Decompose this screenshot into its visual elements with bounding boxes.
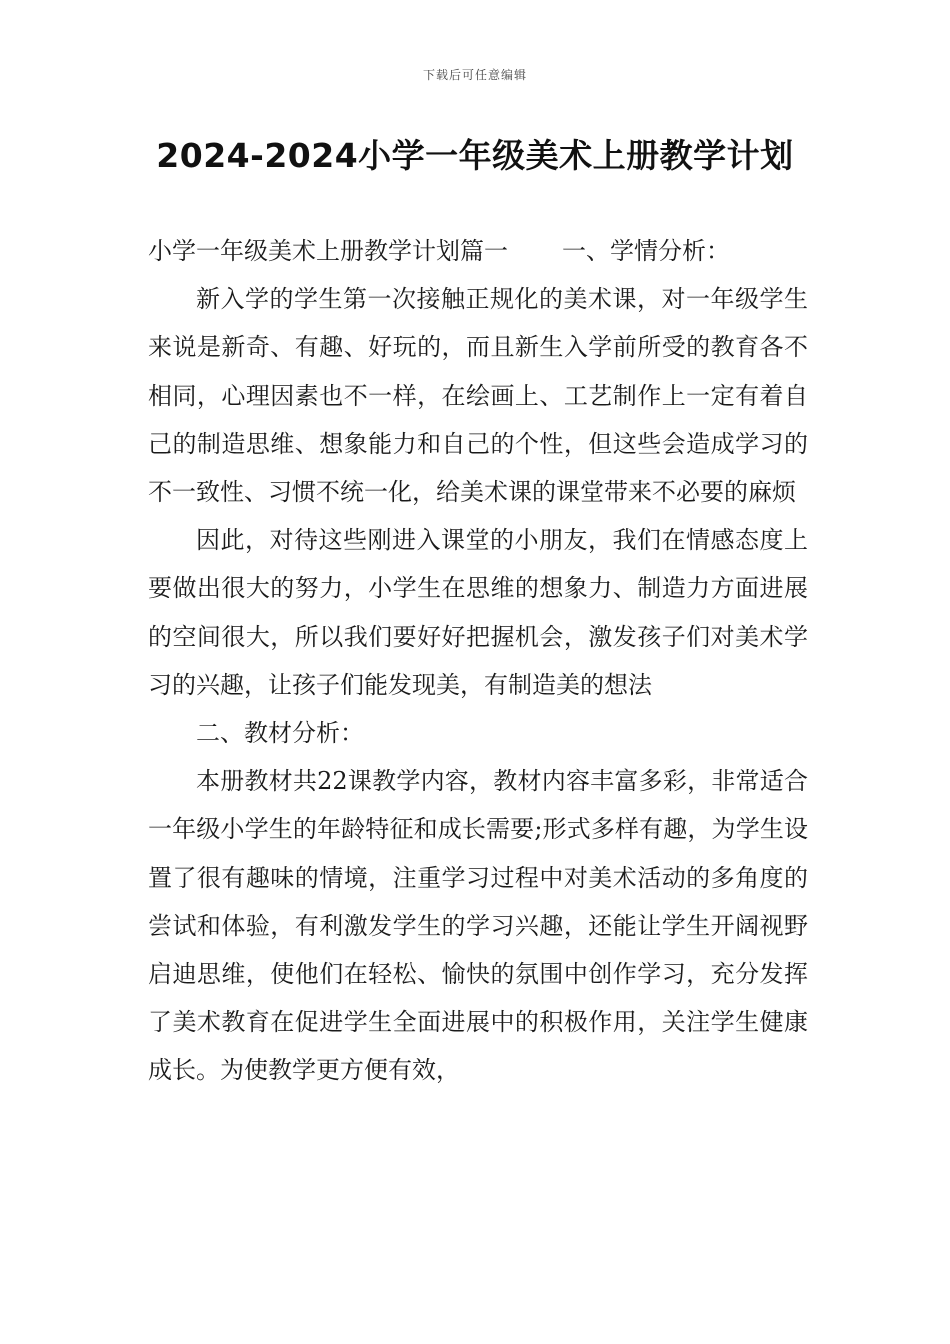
section1-heading: 一、学情分析：	[562, 237, 730, 265]
intro-heading: 小学一年级美术上册教学计划篇一	[148, 237, 508, 265]
paragraph-3: 本册教材共22课教学内容，教材内容丰富多彩，非常适合一年级小学生的年龄特征和成长需要;形式多样有趣，为学生设置了很有趣味的情境，注重学习过程中对美术活动的多角度的尝试和体验，有利激发学生的学习兴趣，还能让学生开阔视野启迪思维，使他们在轻松、愉快的氛围中创作学习，充分发挥了美术教育在促进学生全面进展中的积极作用，关注学生健康成长。为使教学更方便有效，	[148, 767, 808, 1085]
paragraph-2: 因此，对待这些刚进入课堂的小朋友，我们在情感态度上要做出很大的努力，小学生在思维的想象力、制造力方面进展的空间很大，所以我们要好好把握机会，激发孩子们对美术学习的兴趣，让孩子们能发现美，有制造美的想法	[148, 526, 808, 699]
intro-line	[148, 227, 808, 275]
document-body	[148, 227, 808, 1095]
paragraph-1: 新入学的学生第一次接触正规化的美术课，对一年级学生来说是新奇、有趣、好玩的，而且新生入学前所受的教育各不相同，心理因素也不一样，在绘画上、工艺制作上一定有着自己的制造思维、想象能力和自己的个性，但这些会造成学习的不一致性、习惯不统一化，给美术课的课堂带来不必要的麻烦	[148, 285, 808, 507]
header-note: 下载后可任意编辑	[422, 68, 527, 82]
page-title: 2024-2024小学一年级美术上册教学计划	[156, 136, 794, 175]
section2-heading: 二、教材分析：	[196, 719, 364, 748]
